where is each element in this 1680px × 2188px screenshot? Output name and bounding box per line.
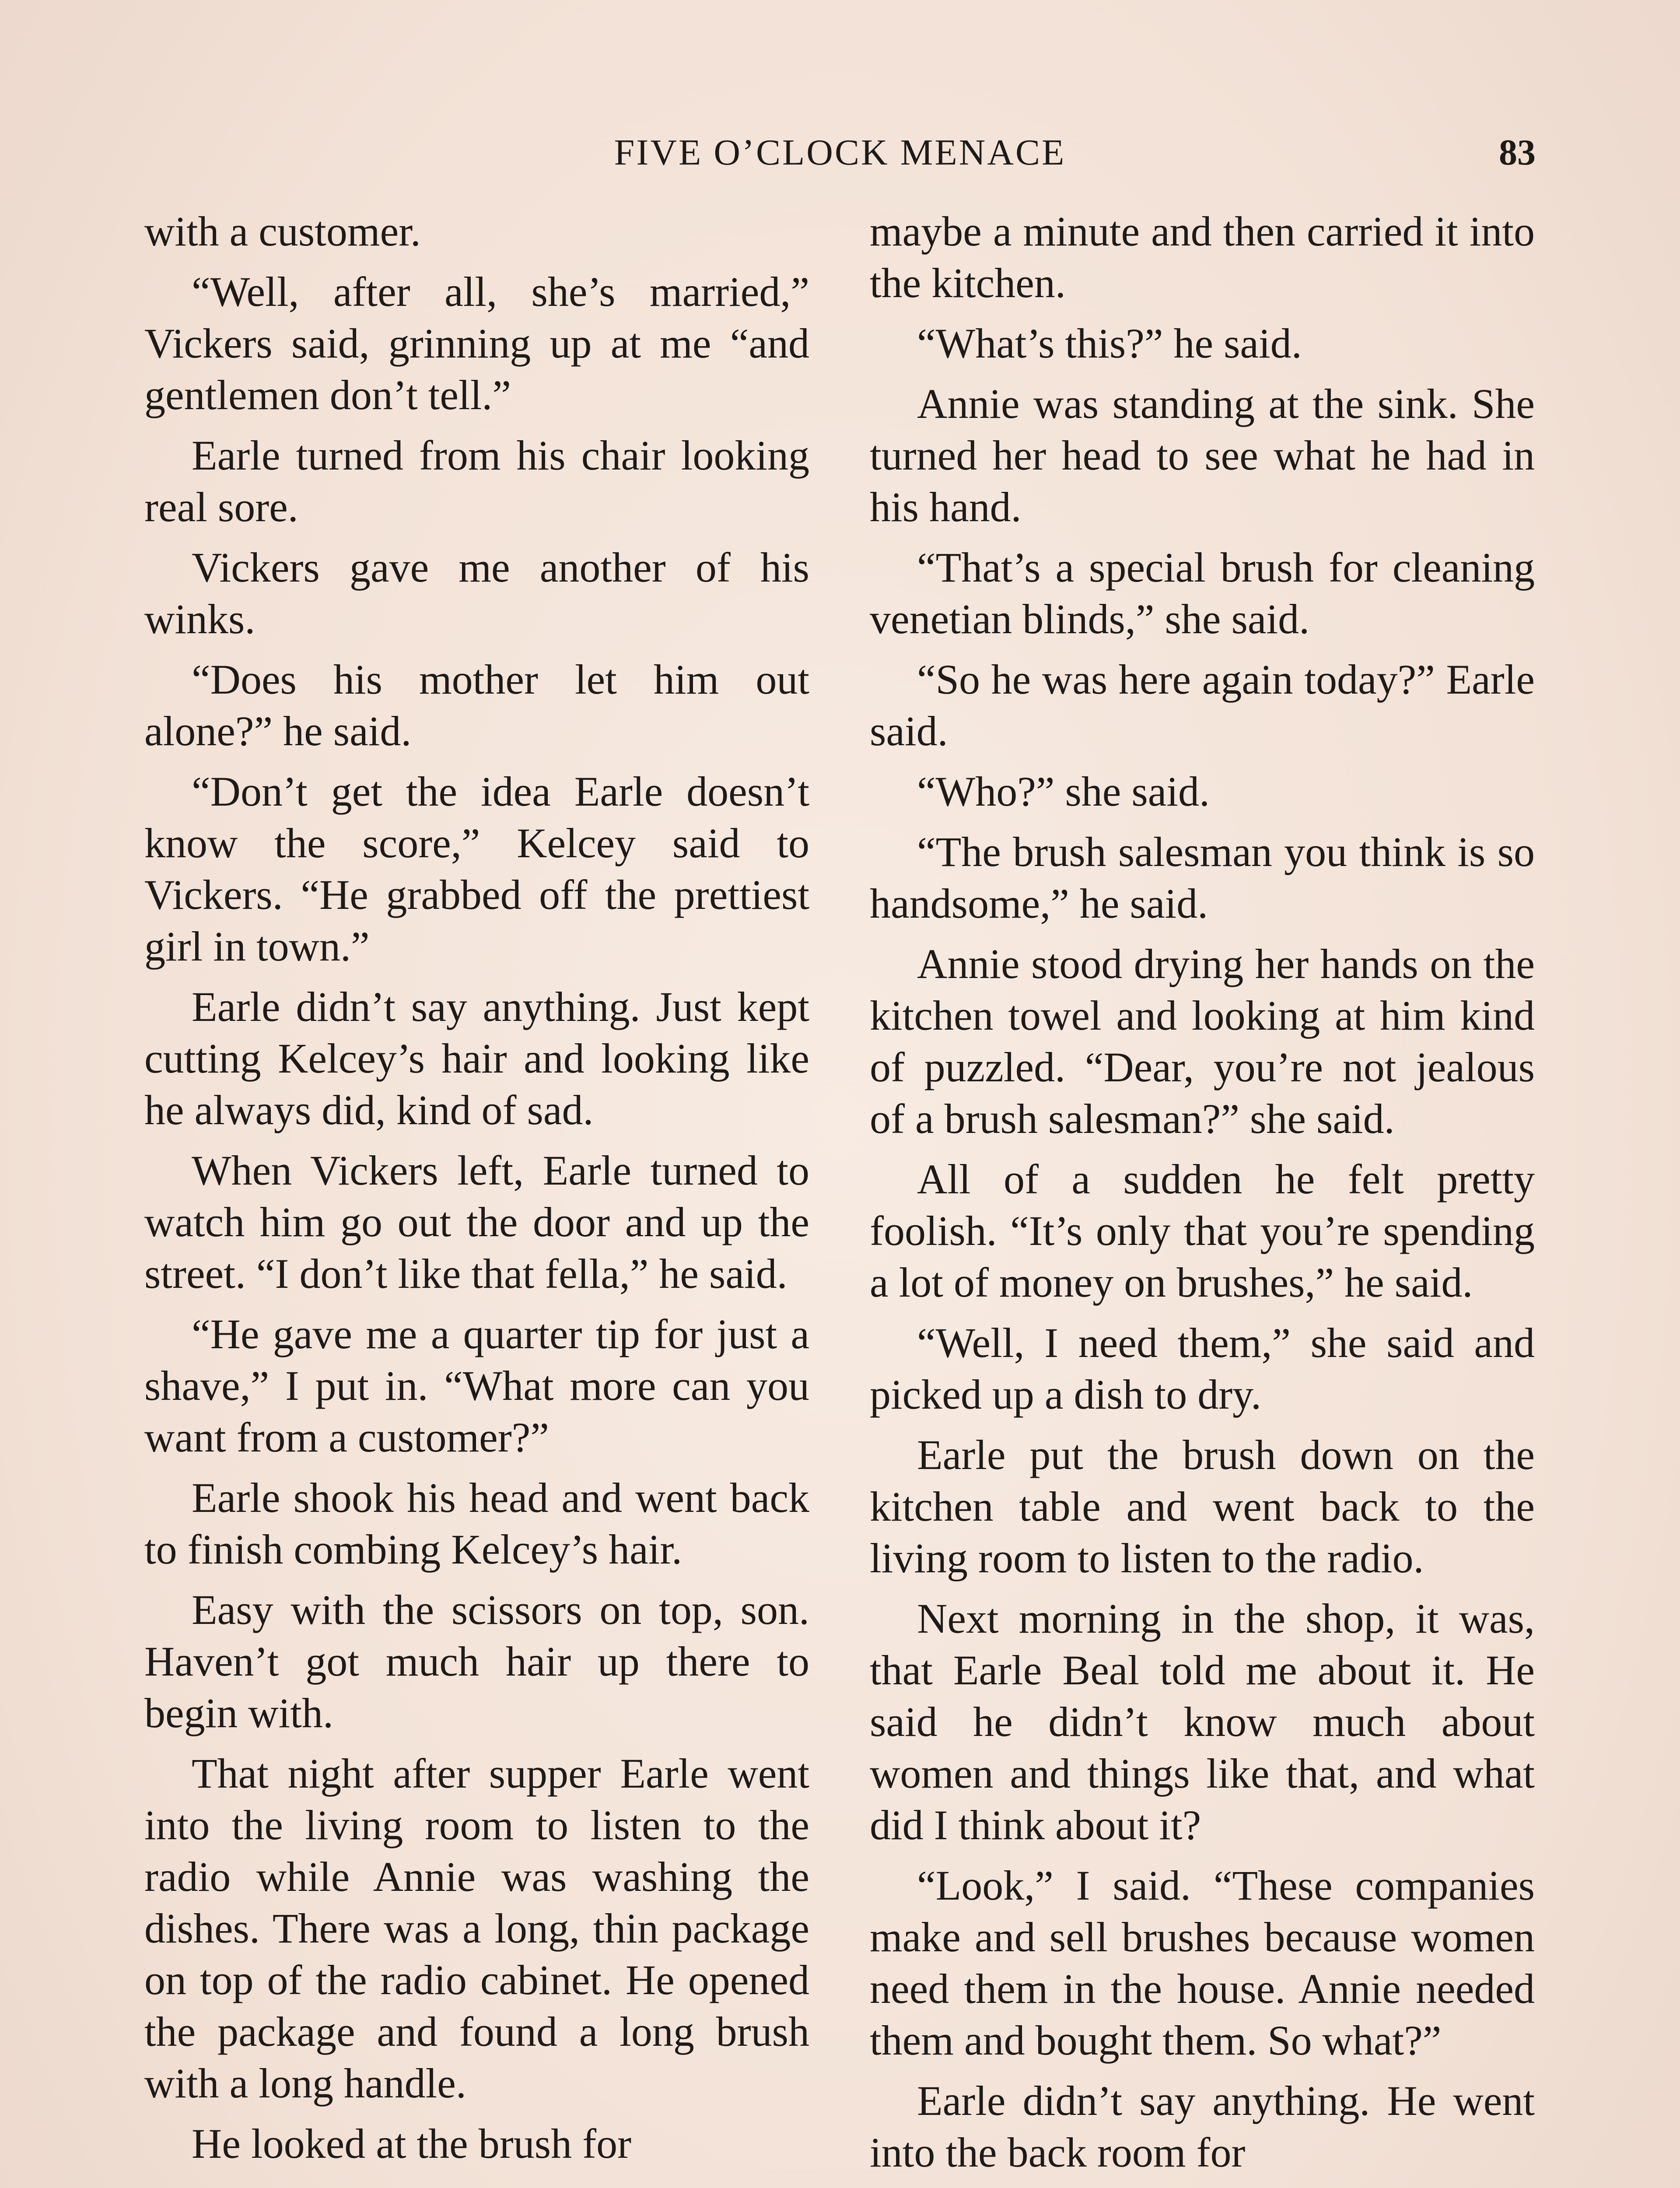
paragraph: Annie stood drying her hands on the kitchen towel and looking at him kind of puzzled. “Dear, you’re not jealous of a brush salesman?” she said. bbox=[870, 940, 1535, 1142]
paragraph: Earle put the brush down on the kitchen table and went back to the living room to listen to the radio. bbox=[870, 1431, 1535, 1581]
paragraph: “What’s this?” he said. bbox=[917, 320, 1302, 367]
paragraph: “He gave me a quarter tip for just a shave,” I put in. “What more can you want from a customer?” bbox=[144, 1311, 809, 1461]
paragraph: “So he was here again today?” Earle said. bbox=[870, 656, 1535, 754]
paragraph: Easy with the scissors on top, son. Haven’t got much hair up there to begin with. bbox=[144, 1586, 809, 1736]
paragraph: Earle didn’t say anything. Just kept cutting Kelcey’s hair and looking like he always did, kind of sad. bbox=[144, 983, 809, 1133]
paragraph: “Who?” she said. bbox=[917, 768, 1210, 815]
paragraph: Earle turned from his chair looking real sore. bbox=[144, 432, 809, 530]
paragraph: “Well, after all, she’s married,” Vickers said, grinning up at me “and gentlemen don’t tell.” bbox=[144, 268, 809, 418]
paragraph: “Don’t get the idea Earle doesn’t know the score,” Kelcey said to Vickers. “He grabbed off the prettiest girl in town.” bbox=[144, 768, 809, 970]
paragraph: “That’s a special brush for cleaning venetian blinds,” she said. bbox=[870, 544, 1535, 642]
paragraph: Annie was standing at the sink. She turned her head to see what he had in his hand. bbox=[870, 380, 1535, 530]
paragraph: “Look,” I said. “These companies make and sell brushes because women need them in the house. Annie needed them and bought them. So what?” bbox=[870, 1862, 1535, 2064]
paragraph: Earle shook his head and went back to finish combing Kelcey’s hair. bbox=[144, 1474, 809, 1573]
running-title: FIVE O’CLOCK MENACE bbox=[614, 132, 1066, 173]
paragraph: All of a sudden he felt pretty foolish. “It’s only that you’re spending a lot of money on brushes,” he said. bbox=[870, 1156, 1535, 1306]
page-header bbox=[144, 131, 1536, 184]
paragraph: “Well, I need them,” she said and picked up a dish to dry. bbox=[870, 1319, 1535, 1418]
paragraph: Earle didn’t say anything. He went into the back room for bbox=[870, 2077, 1535, 2176]
paragraph: When Vickers left, Earle turned to watch him go out the door and up the street. “I don’t like that fella,” he said. bbox=[144, 1147, 809, 1297]
paragraph: maybe a minute and then carried it into the kitchen. bbox=[870, 208, 1535, 306]
right-text-column bbox=[870, 206, 1535, 2187]
page-number: 83 bbox=[1499, 132, 1536, 173]
paragraph: He looked at the brush for bbox=[192, 2120, 632, 2167]
paragraph: Next morning in the shop, it was, that Earle Beal told me about it. He said he didn’t know much about women and things like that, and what did I think about it? bbox=[870, 1595, 1535, 1848]
paragraph: with a customer. bbox=[144, 208, 421, 255]
left-text-column bbox=[144, 206, 809, 2178]
paragraph: Vickers gave me another of his winks. bbox=[144, 544, 809, 642]
paragraph: That night after supper Earle went into the living room to listen to the radio while Annie was washing the dishes. There was a long, thin package on top of the radio cabinet. He opened the package and found a long brush with a long handle. bbox=[144, 1750, 809, 2107]
paragraph: “Does his mother let him out alone?” he said. bbox=[144, 656, 809, 754]
paragraph: “The brush salesman you think is so handsome,” he said. bbox=[870, 828, 1535, 927]
